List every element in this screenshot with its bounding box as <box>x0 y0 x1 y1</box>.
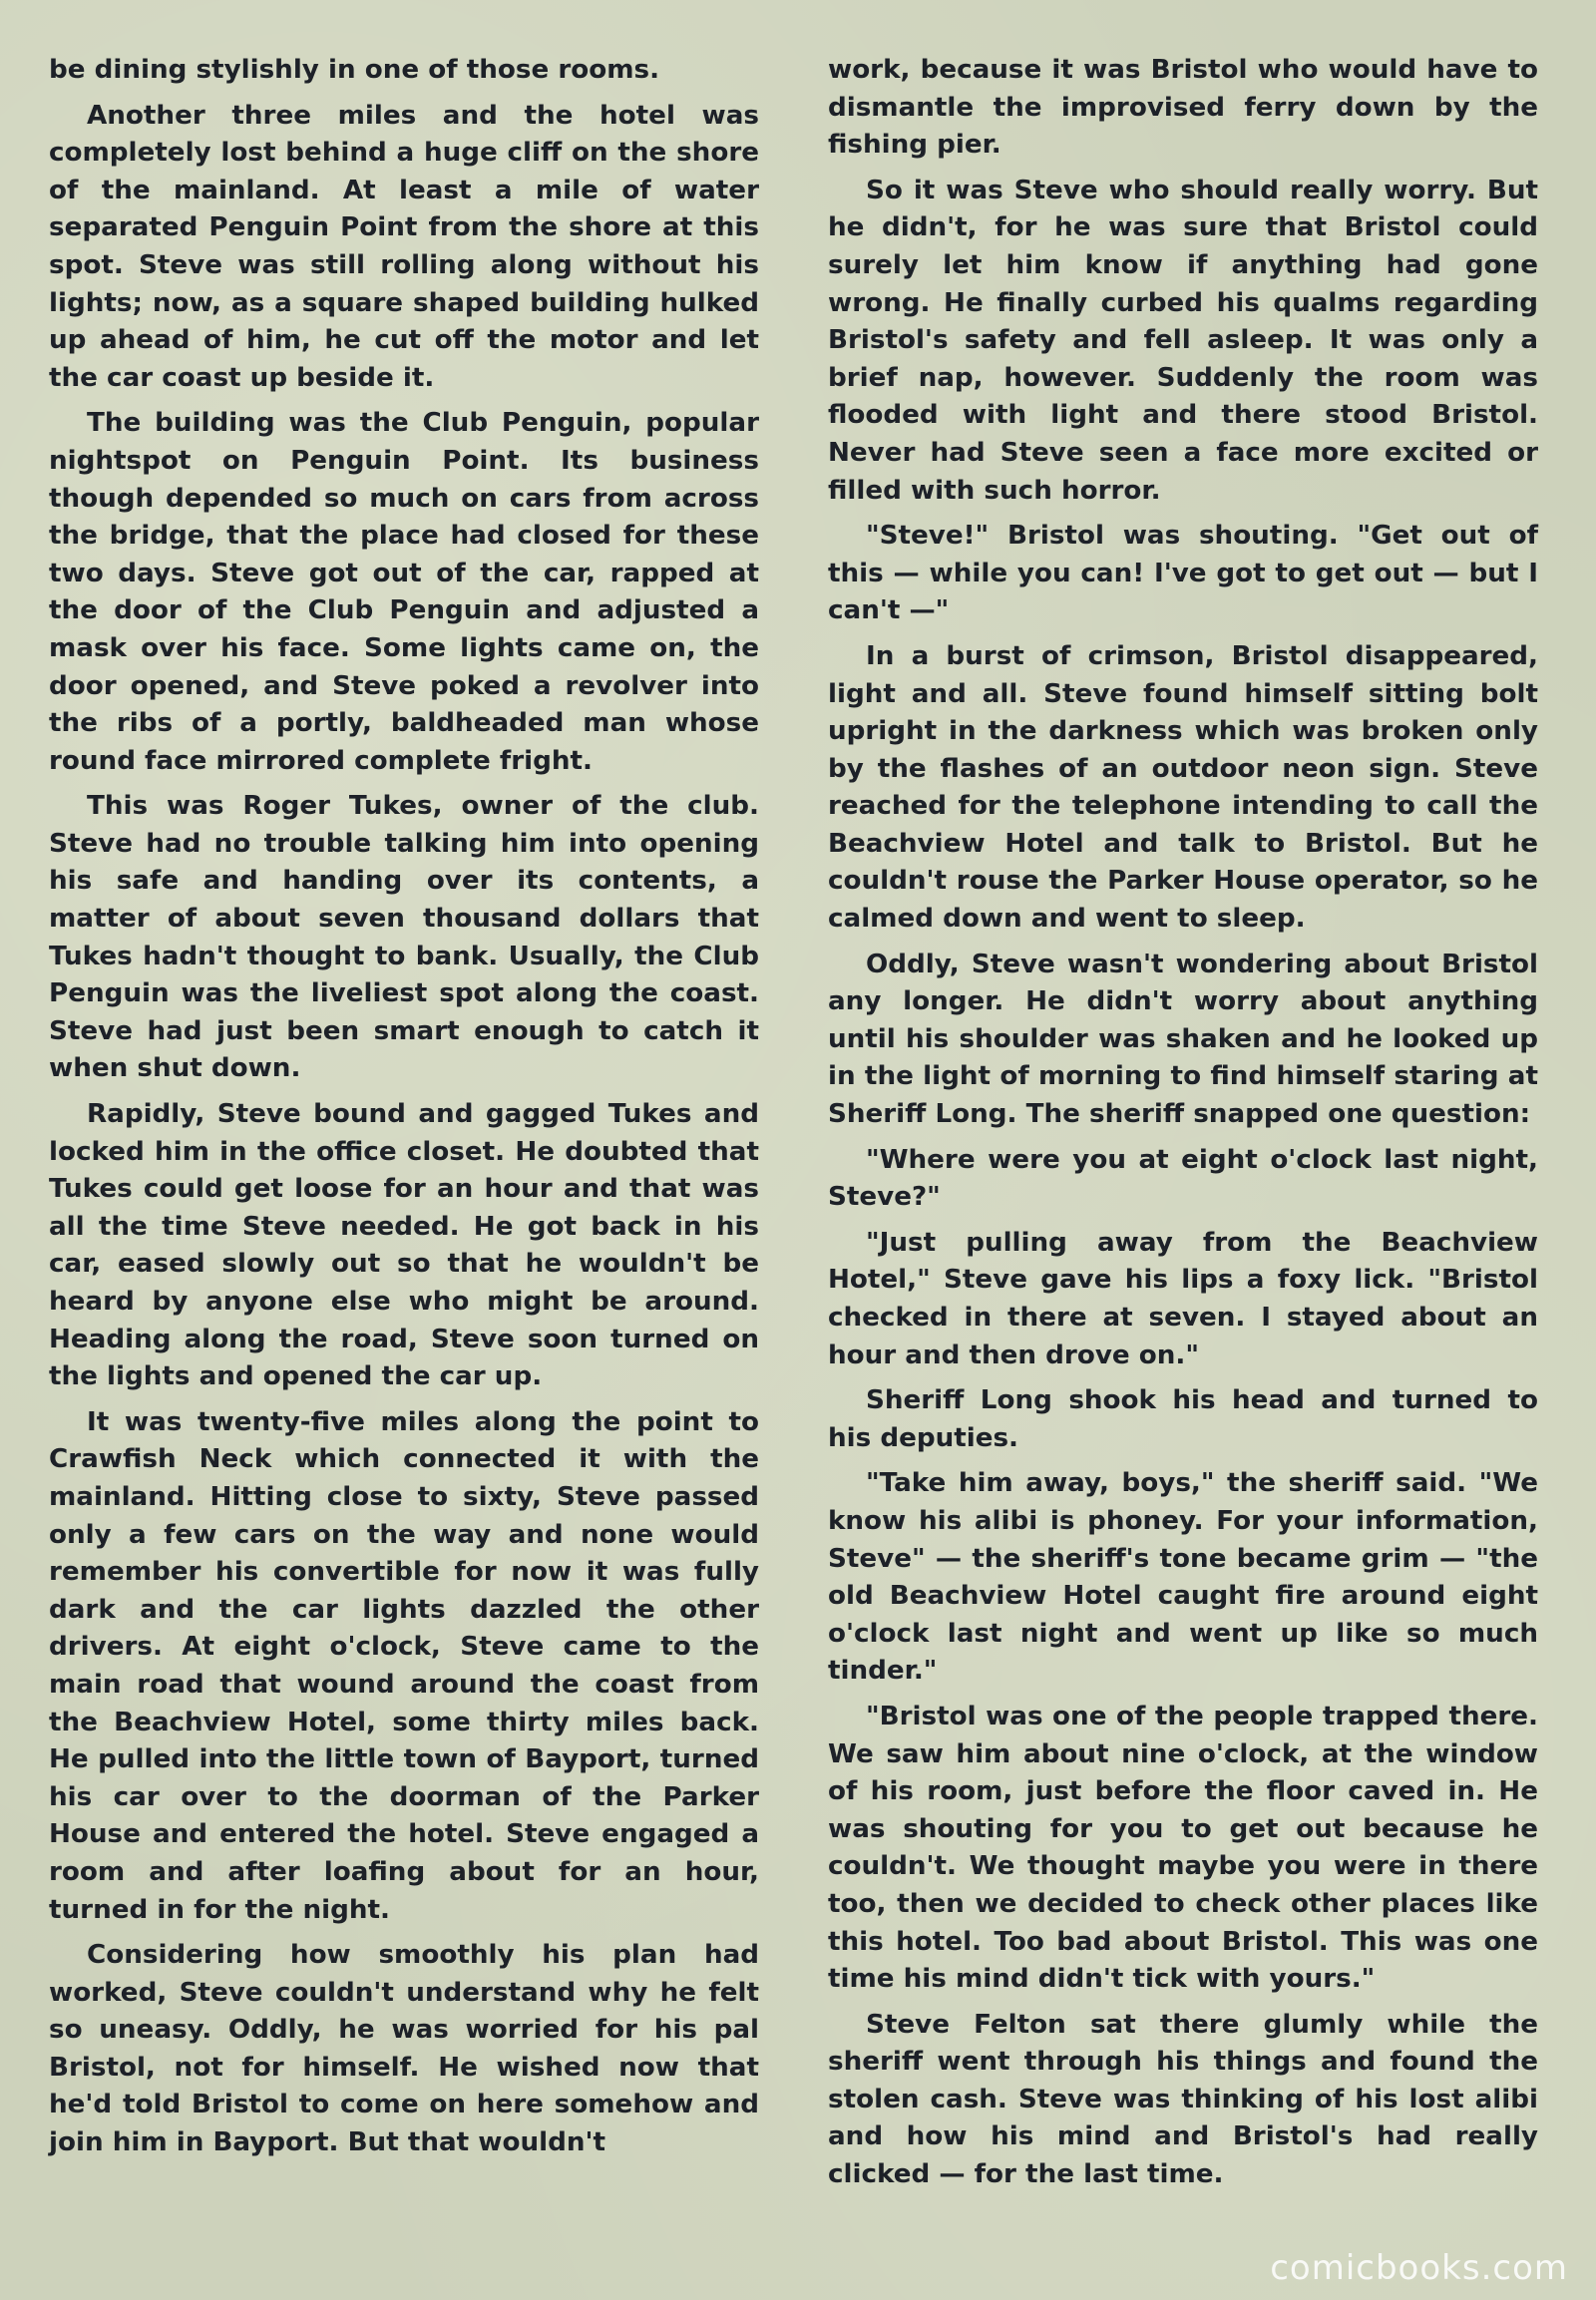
paragraph: Steve Felton sat there glumly while the sheriff went through his things and found the stolen cash. Steve was thinking of his lost alibi and how his mind and Bristol's had really clicked — for the last time. <box>828 2009 1538 2190</box>
paragraph: "Bristol was one of the people trapped there. We saw him about nine o'clock, at the window of his room, just before the floor caved in. He was shouting for you to get out because he couldn't. We thought maybe you were in there too, then we decided to check other places like this hotel. Too bad about Bristol. This was one time his mind didn't tick with yours." <box>828 1701 1538 1995</box>
paragraph: Sheriff Long shook his head and turned to his deputies. <box>828 1385 1538 1453</box>
paragraph: So it was Steve who should really worry. But he didn't, for he was sure that Bristol could surely let him know if anything had gone wrong. He finally curbed his qualms regarding Bristol's safety and fell asleep. It was only a brief nap, however. Suddenly the room was flooded with light and there stood Bristol. Never had Steve seen a face more excited or filled with such horror. <box>828 175 1538 506</box>
paragraph: Considering how smoothly his plan had worked, Steve couldn't understand why he felt so uneasy. Oddly, he was worried for his pal Bristol, not for himself. He wished now that he'd told Bristol to come on here somehow and join him in Bayport. But that wouldn't <box>49 1940 759 2158</box>
paragraph: It was twenty-five miles along the point to Crawfish Neck which connected it with the mainland. Hitting close to sixty, Steve passed only a few cars on the way and none would remember his convertible for now it was fully dark and the car lights dazzled the other drivers. At eight o'clock, Steve came to the main road that wound around the coast from the Beachview Hotel, some thirty miles back. He pulled into the little town of Bayport, turned his car over to the doorman of the Parker House and entered the hotel. Steve engaged a room and after loafing about for an hour, turned in for the night. <box>49 1406 759 1925</box>
paragraph: The building was the Club Penguin, popular nightspot on Penguin Point. Its business though depended so much on cars from across the bridge, that the place had closed for these two days. Steve got out of the car, rapped at the door of the Club Penguin and adjusted a mask over his face. Some lights came on, the door opened, and Steve poked a revolver into the ribs of a portly, baldheaded man whose round face mirrored complete fright. <box>49 408 759 776</box>
paragraph: Rapidly, Steve bound and gagged Tukes and locked him in the office closet. He doubted that Tukes could get loose for an hour and that was all the time Steve needed. He got back in his car, eased slowly out so that he wouldn't be heard by anyone else who might be around. Heading along the road, Steve soon turned on the lights and opened the car up. <box>49 1099 759 1392</box>
paragraph: Oddly, Steve wasn't wondering about Bristol any longer. He didn't worry about anything until his shoulder was shaken and he looked up in the light of morning to find himself staring at Sheriff Long. The sheriff snapped one question: <box>828 949 1538 1130</box>
watermark: comicbooks.com <box>1270 2248 1568 2288</box>
left-text-column <box>49 52 759 2162</box>
paragraph: In a burst of crimson, Bristol disappeared, light and all. Steve found himself sitting bolt upright in the darkness which was broken only by the flashes of an outdoor neon sign. Steve reached for the telephone intending to call the Beachview Hotel and talk to Bristol. But he couldn't rouse the Parker House operator, so he calmed down and went to sleep. <box>828 640 1538 935</box>
paragraph: "Where were you at eight o'clock last night, Steve?" <box>828 1144 1538 1213</box>
paragraph: be dining stylishly in one of those rooms. <box>49 55 660 85</box>
paragraph: work, because it was Bristol who would have to dismantle the improvised ferry down by the fishing pier. <box>828 55 1538 161</box>
paragraph: Another three miles and the hotel was completely lost behind a huge cliff on the shore of the mainland. At least a mile of water separated Penguin Point from the shore at this spot. Steve was still rolling along without his lights; now, as a square shaped building hulked up ahead of him, he cut off the motor and let the car coast up beside it. <box>49 100 759 393</box>
paragraph: This was Roger Tukes, owner of the club. Steve had no trouble talking him into opening his safe and handing over its contents, a matter of about seven thousand dollars that Tukes hadn't thought to bank. Usually, the Club Penguin was the liveliest spot along the coast. Steve had just been smart enough to catch it when shut down. <box>49 791 759 1084</box>
paragraph: "Just pulling away from the Beachview Hotel," Steve gave his lips a foxy lick. "Bristol checked in there at seven. I stayed about an hour and then drove on." <box>828 1227 1538 1370</box>
paragraph: "Steve!" Bristol was shouting. "Get out of this — while you can! I've got to get out — but I can't —" <box>828 521 1538 626</box>
paragraph: "Take him away, boys," the sheriff said. "We know his alibi is phoney. For your information, Steve" — the sheriff's tone became grim — "the old Beachview Hotel caught fire around eight o'clock last night and went up like so much tinder." <box>828 1468 1538 1687</box>
right-text-column <box>828 52 1538 2194</box>
